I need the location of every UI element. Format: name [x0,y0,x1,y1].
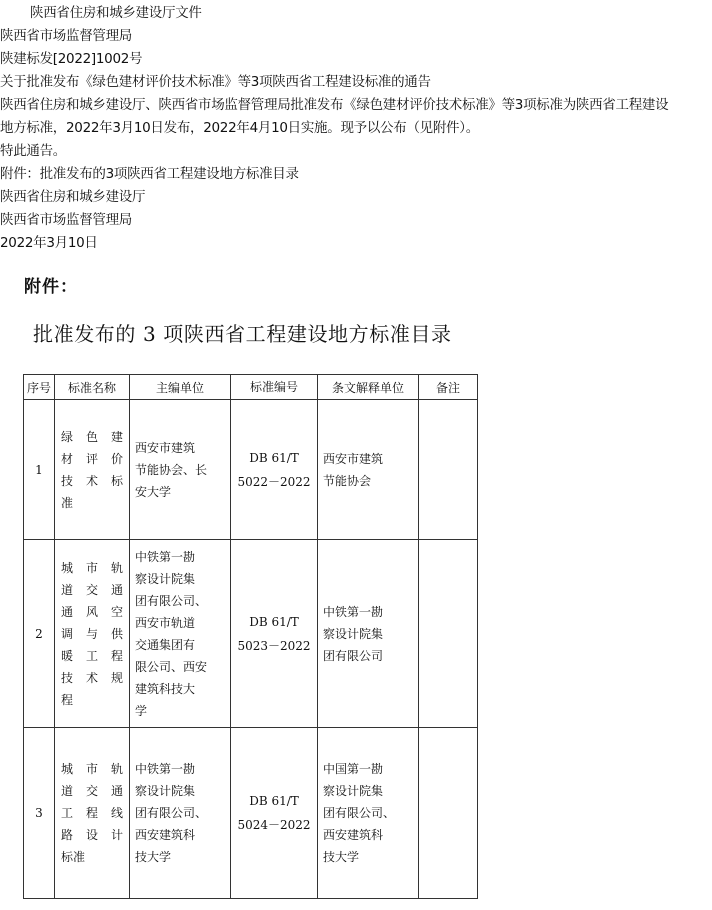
row-interp [318,400,419,540]
doc-number: 陕建标发[2022]1002号 [0,51,143,67]
col-header-name: 标准名称 [55,375,130,400]
interp-line: 中铁第一勘 [323,604,384,619]
code-line: DB 61/T [249,614,299,629]
row-org [130,540,231,728]
name-line: 城市轨 [61,762,123,776]
code-line: 5022－2022 [237,474,311,489]
org-line: 西安市轨道 [135,615,196,630]
table-row [24,540,478,728]
interp-line: 西安建筑科 [323,828,384,842]
org-line: 西安市建筑 [135,440,196,455]
attachment-heading: 附件： [24,277,78,297]
org-line: 交通集团有 [135,637,196,652]
interp-line: 中国第一勘 [323,762,384,776]
row-note [419,400,478,540]
standards-table [23,374,478,899]
org-line: 节能协会、长 [135,462,208,477]
paragraph-line-2: 地方标准，2022年3月10日发布，2022年4月10日实施。现予以公布（见附件）。 [0,120,479,136]
interp-line: 技大学 [323,850,360,864]
org-line: 建筑科技大 [135,681,196,696]
name-line: 程 [61,692,74,707]
org-line: 中铁第一勘 [135,762,196,776]
row-name [55,400,130,540]
name-line: 材评价 [61,451,123,466]
name-line: 城市轨 [61,560,123,575]
attachment-note: 附件：批准发布的3项陕西省工程建设地方标准目录 [0,166,299,182]
name-line: 通风空 [61,604,123,619]
interp-line: 西安市建筑 [323,451,384,466]
name-line: 技术规 [61,670,123,685]
org-line: 安大学 [135,484,172,499]
code-line: 5023－2022 [237,638,311,653]
name-line: 暖工程 [61,648,123,663]
org-line: 察设计院集 [135,571,196,586]
col-header-code: 标准编号 [231,375,318,400]
org-line: 团有限公司、 [135,806,208,820]
interp-line: 团有限公司 [323,648,384,663]
row-code [231,400,318,540]
name-line: 准 [61,495,74,510]
row-org [130,728,231,899]
name-line: 调与供 [61,626,123,641]
name-line: 绿色建 [61,429,123,444]
col-header-no: 序号 [24,375,55,400]
table-header-row [24,375,478,400]
issue-date: 2022年3月10日 [0,235,98,251]
interp-line: 察设计院集 [323,784,384,798]
org-line: 察设计院集 [135,784,196,798]
name-line: 标准 [61,850,86,864]
row-no: 3 [24,728,55,899]
row-name [55,728,130,899]
org-line: 学 [135,703,148,718]
notice-title: 关于批准发布《绿色建材评价技术标准》等3项陕西省工程建设标准的通告 [0,74,431,90]
row-note [419,540,478,728]
org-line: 限公司、西安 [135,659,208,674]
code-line: 5024－2022 [237,818,311,832]
list-title: 批准发布的 3 项陕西省工程建设地方标准目录 [33,322,452,346]
paragraph-line-1: 陕西省住房和城乡建设厅、陕西省市场监督管理局批准发布《绿色建材评价技术标准》等3项标准为陕西省工程建设 [0,97,669,113]
name-line: 路设计 [61,828,123,842]
name-line: 道交通 [61,784,123,798]
interp-line: 团有限公司、 [323,806,396,820]
org-line: 中铁第一勘 [135,549,196,564]
table-row [24,400,478,540]
org-line: 技大学 [135,850,172,864]
row-interp [318,728,419,899]
row-code [231,540,318,728]
table-row [24,728,478,899]
name-line: 工程线 [61,806,123,820]
col-header-interp: 条文解释单位 [318,375,419,400]
row-note [419,728,478,899]
interp-line: 察设计院集 [323,626,384,641]
row-name [55,540,130,728]
name-line: 道交通 [61,582,123,597]
code-line: DB 61/T [249,450,299,465]
row-interp [318,540,419,728]
signer-1: 陕西省住房和城乡建设厅 [0,189,146,205]
signer-2: 陕西省市场监督管理局 [0,212,132,228]
org-line: 西安建筑科 [135,828,196,842]
closing-text: 特此通告。 [0,143,66,159]
col-header-org: 主编单位 [130,375,231,400]
code-line: DB 61/T [249,794,299,808]
row-no: 2 [24,540,55,728]
issuer-file: 陕西省住房和城乡建设厅文件 [30,5,202,21]
interp-line: 节能协会 [323,473,372,488]
row-code [231,728,318,899]
co-issuer: 陕西省市场监督管理局 [0,28,132,44]
row-no: 1 [24,400,55,540]
name-line: 技术标 [61,473,123,488]
col-header-note: 备注 [419,375,478,400]
org-line: 团有限公司、 [135,593,208,608]
row-org [130,400,231,540]
